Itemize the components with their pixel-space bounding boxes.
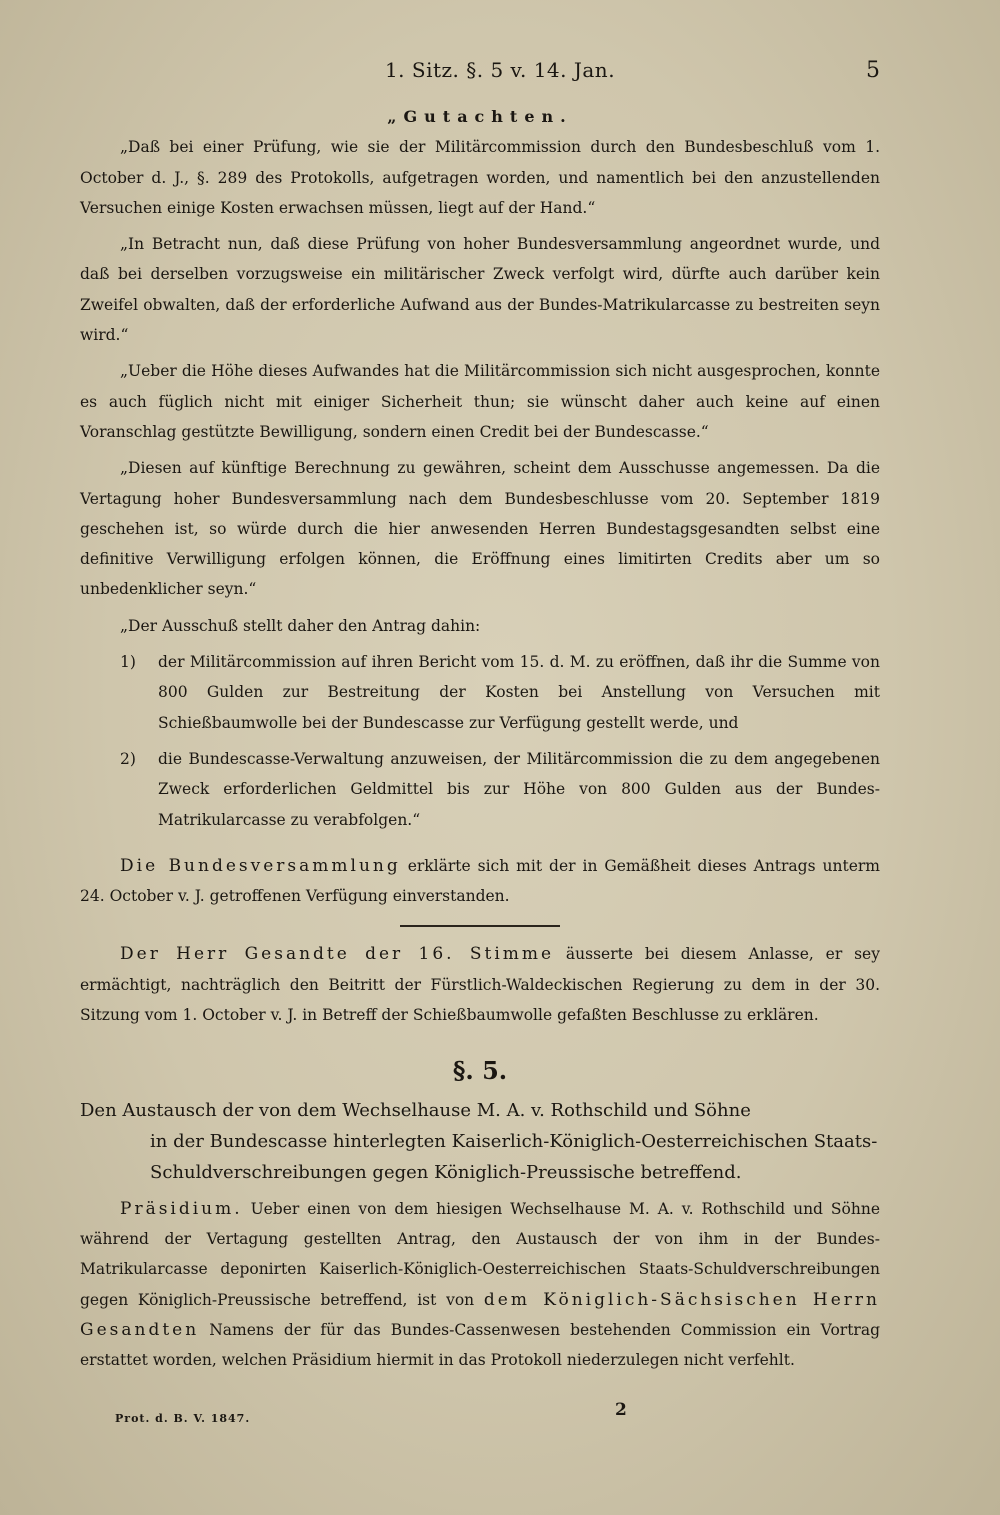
spacer [80, 841, 880, 851]
section-title-line-3: Schuldverschreibungen gegen Königlich-Preussische betreffend. [150, 1161, 742, 1183]
imprint: Prot. d. B. V. 1847. [115, 1412, 251, 1425]
section-title-line-2: in der Bundescasse hinterlegten Kaiserlich-Königlich-Oesterreichischen Staats- [150, 1130, 878, 1152]
paragraph-2: „In Betracht nun, daß diese Prüfung von hoher Bundesversammlung angeordnet wurde, und daß bei derselben vorzugsweise ein militärischer Zweck verfolgt wird, dürfte auch darüber kein Zweifel obwalten, daß der erforderliche Aufwand aus der Bundes-Matrikularcasse zu bestreiten seyn wird.“ [80, 235, 880, 345]
presidium-envoy: dem Königlich-Sächsischen Herrn Gesandten [80, 1289, 880, 1340]
page-number: 5 [866, 58, 880, 83]
presidium-text-before: Ueber einen von dem hiesigen Wechselhause M. A. v. Rothschild und Söhne während der Vertagung gestellten Antrag, den Austausch der von ihm in der Bundes-Matrikularcasse deponirten Kaiserlich-Königlich-Oesterreichischen Staats-Schuldverschreibungen gegen Königlich-Preussische betreffend, ist von [80, 1199, 880, 1309]
statement-paragraph [80, 939, 880, 1030]
list-number: 2) [120, 749, 136, 768]
page-footer [115, 1398, 895, 1438]
presidium-text-after: Namens der für das Bundes-Cassenwesen bestehenden Commission ein Vortrag erstattet worden, welchen Präsidium hiermit in das Protokoll niederzulegen nicht verfehlt. [80, 1320, 880, 1370]
page-body [80, 102, 880, 1381]
section-title [80, 1095, 880, 1188]
list-text: die Bundescasse-Verwaltung anzuweisen, der Militärcommission die zu dem angegebenen Zweck erforderlichen Geldmittel bis zur Höhe von 800 Gulden aus der Bundes-Matrikularcasse zu verabfolgen.“ [158, 749, 880, 829]
section-title-line-1: Den Austausch der von dem Wechselhause M. A. v. Rothschild und Söhne [80, 1099, 751, 1121]
presidium-speaker: Präsidium. [120, 1198, 243, 1219]
statement-subject: Der Herr Gesandte der 16. Stimme [120, 944, 555, 965]
section-mark: §. 5. [452, 1056, 508, 1086]
list-item [80, 647, 880, 738]
statement-text: äusserte bei diesem Anlasse, er sey ermächtigt, nachträglich den Beitritt der Fürstlich-Waldeckischen Regierung zu dem in der 30. Sitzung vom 1. October v. J. in Betreff der Schießbaumwolle gefaßten Beschlusse zu erklären. [80, 945, 880, 1025]
sheet-signature: 2 [615, 1400, 627, 1420]
running-head: 1. Sitz. §. 5 v. 14. Jan. [384, 58, 616, 82]
page-header [0, 58, 1000, 88]
paragraph-5: „Der Ausschuß stellt daher den Antrag dahin: [120, 616, 481, 635]
list-text: der Militärcommission auf ihren Bericht vom 15. d. M. zu eröffnen, daß ihr die Summe von 800 Gulden zur Bestreitung der Kosten bei Anstellung von Versuchen mit Schießbaumwolle bei der Bundescasse zur Verfügung gestellt werde, und [158, 653, 880, 732]
presidium-paragraph [80, 1194, 880, 1376]
paragraph-1: „Daß bei einer Prüfung, wie sie der Militärcommission durch den Bundesbeschluß vom 1. October d. J., §. 289 des Protokolls, aufgetragen worden, und namentlich bei den anzustellenden Versuchen einige Kosten erwachsen müssen, liegt auf der Hand.“ [80, 138, 880, 217]
gutachten-heading: „Gutachten. [387, 107, 573, 126]
separator-rule [400, 925, 560, 927]
list-item [80, 744, 880, 835]
list-number: 1) [120, 653, 136, 672]
resolution-text: erklärte sich mit der in Gemäßheit dieses Antrags unterm 24. October v. J. getroffenen Verfügung einverstanden. [80, 856, 880, 906]
resolution-subject: Die Bundesversammlung [120, 855, 401, 876]
resolution-paragraph [80, 851, 880, 912]
paragraph-3: „Ueber die Höhe dieses Aufwandes hat die Militärcommission sich nicht ausgesprochen, konnte es auch füglich nicht mit einiger Sicherheit thun; sie wünscht daher auch keine auf einen Voranschlag gestützte Bewilligung, sondern einen Credit bei der Bundescasse.“ [80, 362, 880, 441]
paragraph-4: „Diesen auf künftige Berechnung zu gewähren, scheint dem Ausschusse angemessen. Da die Vertagung hoher Bundesversammlung nach dem Bundesbeschlusse vom 20. September 1819 geschehen ist, so würde durch die hier anwesenden Herren Bundestagsgesandten selbst eine definitive Verwilligung erfolgen können, die Eröffnung eines limitirten Credits aber um so unbedenklicher seyn.“ [80, 459, 880, 599]
